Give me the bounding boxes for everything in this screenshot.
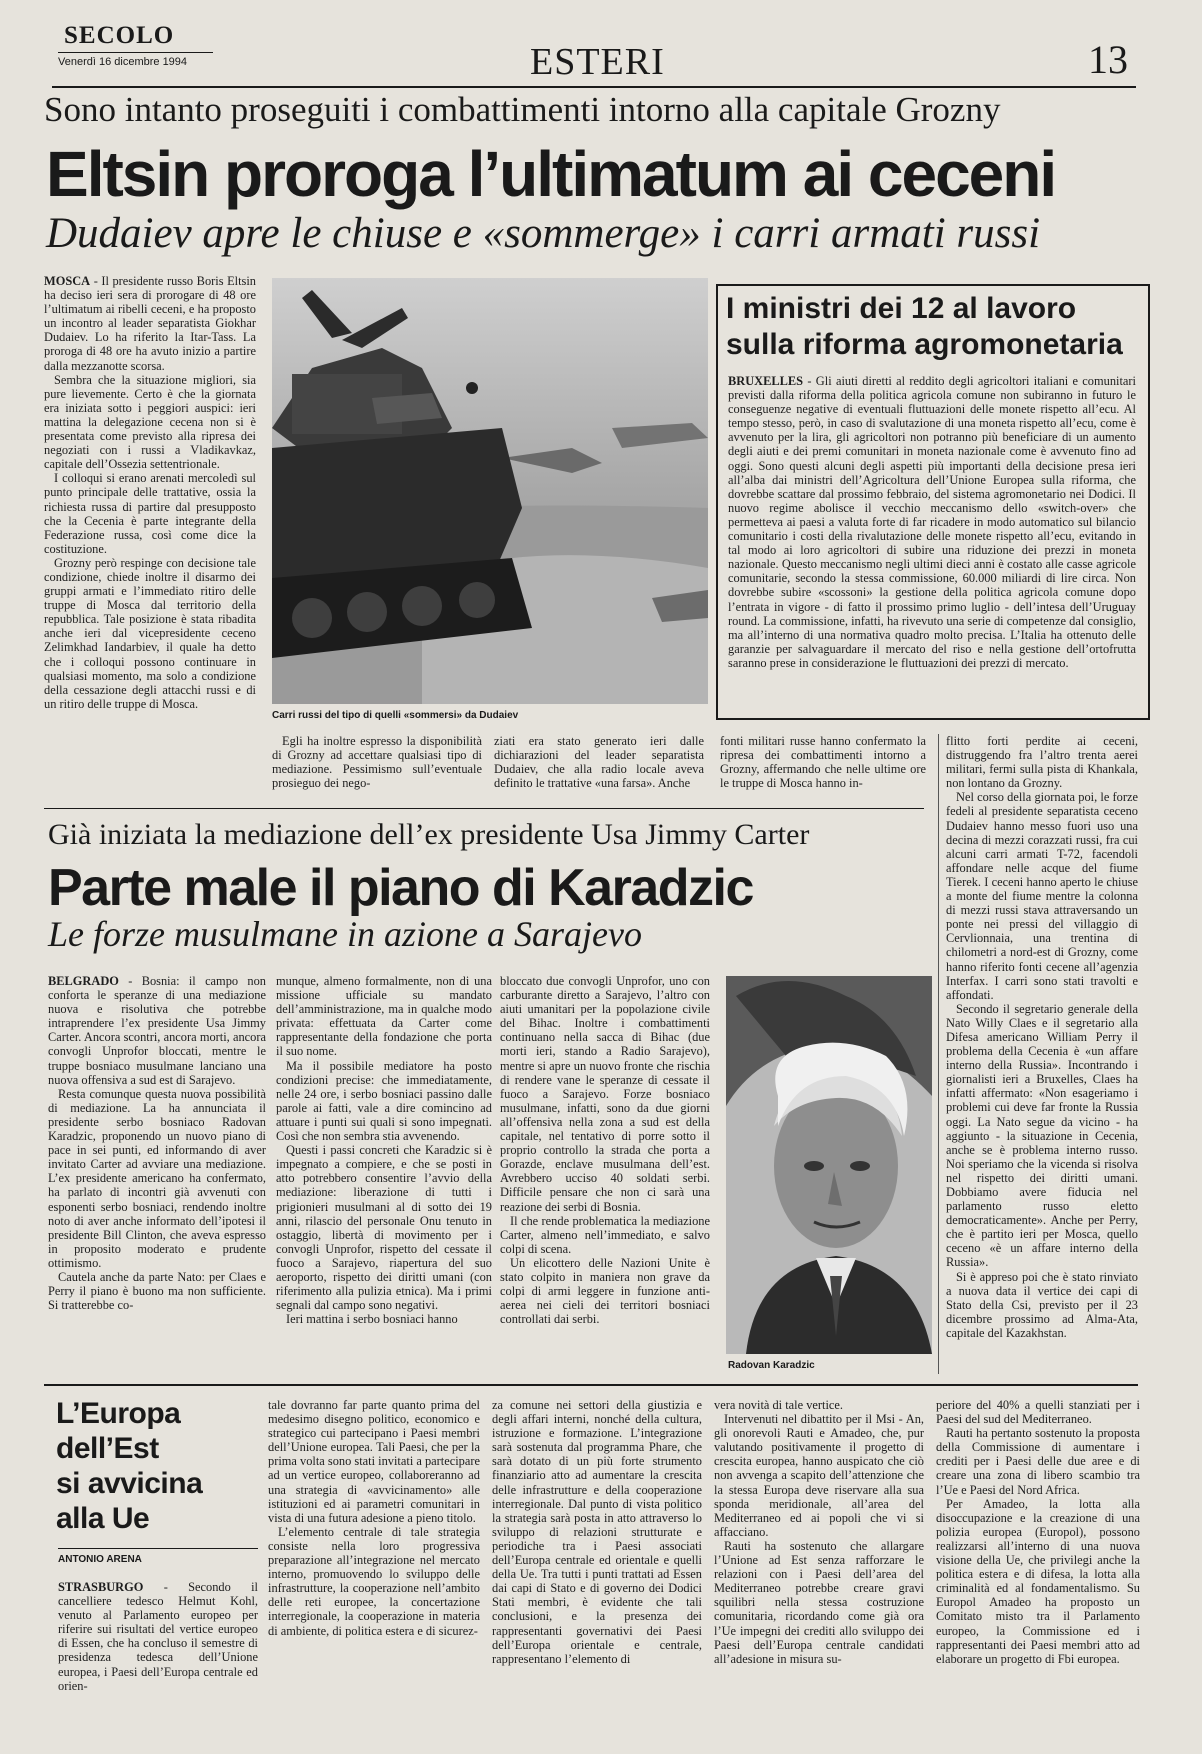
article1-deck: Dudaiev apre le chiuse e «sommerge» i carri armati russi [46, 210, 1041, 257]
article3-headline [56, 1396, 256, 1536]
article1-col4-p1: fonti militari russe hanno confermato la ripresa dei combattimenti intorno a Grozny, affermando che nelle ultime ore le truppe di Mosca hanno in- [720, 734, 926, 791]
article1-column-4 [720, 734, 926, 798]
article1-col5-p2: Nel corso della giornata poi, le forze fedeli al presidente separatista ceceno Dudaiev hanno messo fuori uso una decina di mezzi corazzati russi, fra cui alcuni carri armati T-72, facendoli affondare nelle acque del fiume Tierek. I ceceni hanno aperto le chiuse a monte del fiume mentre la colonna di mezzi russi stava attraversando un ponte nei pressi del villaggio di Cervlionnaia, una trentina di chilometri a nord-est di Grozny, come hanno riferito fonti cecene all’agenzia Interfax. I carri sono stati travolti e affondati. [946, 790, 1138, 1002]
article1-column-3 [494, 734, 704, 798]
article2-kicker: Già iniziata la mediazione dell’ex presidente Usa Jimmy Carter [48, 818, 810, 851]
article3-col5-p3: Per Amadeo, la lotta alla disoccupazione e la creazione di una polizia europea (Europol), possono realizzarsi all’interno di una nuova visione della Ue, che privilegi anche la politica estera e di difesa, la lotta alla criminalità ed al fondamentalismo. Su Europol Amadeo ha proposto un Comitato misto tra il Parlamento europeo, la Commissione ed i rappresentanti dei Paesi membri atto ad elaborare un progetto di Fbi europea. [936, 1496, 1140, 1666]
article1-headline: Eltsin proroga l’ultimatum ai ceceni [46, 138, 1056, 210]
article3-col4-p2: Intervenuti nel dibattito per il Msi - An, gli onorevoli Rauti e Amadeo, che, pur valutando positivamente il progetto di crescita europea, hanno auspicato che ciò non avvenga a scapito dell’attenzione che la stessa Europa deve riservare alla sua sponda meridionale, all’area del Mediterraneo ed ai popoli che vi si affacciano. [714, 1412, 924, 1539]
box-text-p1: - Gli aiuti diretti al reddito degli agricoltori italiani e comunitari previsti dalla riforma della politica agricola comune non subiranno in futuro le conseguenze negative di eventuali fluttuazioni delle monete rispetto all’ecu. Al tempo stesso, però, in caso di svalutazione di una moneta rispetto all’ecu, come è avvenuto per la lira, gli agricoltori non potranno più beneficiare di un aumento degli aiuti e dei premi comunitari in moneta nazionale come è avvenuto fino ad oggi. Sono questi alcuni degli aspetti più importanti della decisione presa ieri all’alba dai ministri dell’Agricoltura dell’Unione Europea sulla riforma, che dovrebbe scattare dal prossimo febbraio, del sistema agromonetario nei Dodici. Il nuovo regime abolisce il vecchio meccanismo dello «switch-over» che permetteva ai paesi a valuta forte di far ricadere in modo automatico sul bilancio comunitario i costi della rivalutazione delle monete rispetto all’ecu, evitando in tal modo ai loro agricoltori di subire una riduzione dei prezzi in moneta nazionale. Questo meccanismo negli ultimi dieci anni è costato alle casse agricole comunitarie, secondo la stessa commissione, 60.000 miliardi di lire circa. Non dovrebbe subire «scossoni» la gestione della politica agricola comune dopo l’entrata in vigore - di fatto il prossimo primo luglio - dell’intesa dell’Uruguay round. La commissione, infatti, ha rivevuto una serie di competenze dal consiglio, ma all’interno di una normativa quadro molto precisa. L’Italia ha ottenuto delle garanzie per salvaguardare il mercato del riso e nella gestione dell’ortofrutta saranno prese in considerazione le fluttuazioni dei prezzi di mercato. [728, 374, 1136, 670]
article-divider-1 [44, 808, 924, 809]
article2-deck: Le forze musulmane in azione a Sarajevo [48, 914, 642, 954]
tank-image [272, 278, 708, 704]
article3-col3-p1: za comune nei settori della giustizia e degli affari interni, nonché della cultura, istruzione e formazione. L’integrazione sarà sostenuta dal programma Phare, che sarà dotato di un più forte strumento finanziario atto ad aumentare la crescita delle infrastrutture e della cooperazione interregionale. Dal punto di vista politico la strategia sarà posta in atto attraverso lo sviluppo di relazioni strutturate e periodiche tra i Paesi associati dell’Europa centrale ed orientale e quelli della Ue. Tra tutti i punti trattati ad Essen dai capi di Stato e di governo dei Dodici Stati membri, è evidente che tali conclusioni, e la presenza dei rappresentanti governativi dei Paesi dell’Europa orientale e centrale, rappresentano l’elemento di [492, 1398, 702, 1666]
article1-col3-p1: ziati era stato generato ieri dalle dichiarazioni del leader separatista Dudaiev, che alla radio locale aveva definito le trattative «una farsa». Anche [494, 734, 704, 791]
article3-headline-line-3: si avvicina [56, 1467, 203, 1500]
article2-dateline: BELGRADO [48, 974, 119, 988]
article1-dateline: MOSCA [44, 274, 91, 288]
column-divider [938, 734, 939, 1374]
tank-photo-caption: Carri russi del tipo di quelli «sommersi» da Dudaiev [272, 710, 519, 721]
article3-col4-p1: vera novità di tale vertice. [714, 1398, 844, 1412]
article3-column-5 [936, 1398, 1140, 1736]
article1-col1-p2: Sembra che la situazione migliori, sia pure lievemente. Certo è che la giornata era iniziata sotto i peggiori auspici: ieri mattina la delegazione cecena non si è presentata come previsto alla ripresa dei negoziati con i russi a Vladikavkaz, capitale dell’Ossezia settentrionale. [44, 372, 256, 472]
header-rule [52, 86, 1136, 88]
article1-col1-p1: - Il presidente russo Boris Eltsin ha deciso ieri sera di prorogare di 48 ore l’ultimatum ai ribelli ceceni, e ha proposto un incontro al leader separatista Giokhar Dudaiev. Lo ha riferito la Itar-Tass. La proroga di 48 ore ha avuto inizio a partire dalla mezzanotte scorsa. [44, 274, 256, 373]
article3-col5-p2: Rauti ha pertanto sostenuto la proposta della Commissione di aumentare i crediti per i Paesi delle due aree e di creare una zona di libero scambio tra l’Ue e Paesi del Nord Africa. [936, 1426, 1140, 1497]
article1-column-1 [44, 274, 256, 798]
newspaper-logo: SECOLO [64, 22, 175, 49]
article2-col1-p2: Resta comunque questa nuova possibilità di mediazione. La ha annunciata il presidente serbo bosniaco Radovan Karadzic, proponendo un nuovo piano di pace in sei punti, ed informando di aver invitato Carter ad avviare una mediazione. L’ex presidente americano ha confermato, ha parlato di incontri già avvenuti con esponenti serbo bosniaci, rendendo inoltre noto di aver anche informato dell’ipotesi il presidente Bill Clinton, che aveva espresso in proposito moderato e prudente ottimismo. [48, 1086, 266, 1270]
article3-col4-p3: Rauti ha sostenuto che allargare l’Unione ad Est senza rafforzare le relazioni con i Paesi dell’area del Mediterraneo potrebbe creare gravi squilibri nella stessa costruzione comunitaria, ricordando come già ora l’Ue impegni dei crediti allo sviluppo dei Paesi dell’Europa centrale candidati all’adesione in misura su- [714, 1538, 924, 1666]
article1-kicker: Sono intanto proseguiti i combattimenti intorno alla capitale Grozny [44, 90, 1001, 129]
article1-col2-p1: Egli ha inoltre espresso la disponibilità di Grozny ad accettare qualsiasi tipo di mediazione. Pessimismo sull’eventuale prosieguo dei nego- [272, 734, 482, 791]
article3-col2-p1: tale dovranno far parte quanto prima del medesimo disegno politico, economico e strategico cui partecipano i Paesi membri dell’Unione europea. Tali Paesi, che per la prima volta sono stati invitati a partecipare ad un vertice europeo, collaboreranno ad una strategia di «avvicinamento» alle istituzioni ed ai parametri comunitari in vista di una futura adesione a pieno titolo. [268, 1398, 480, 1525]
article2-column-1 [48, 974, 266, 1376]
article3-headline-line-1: L’Europa [56, 1397, 181, 1430]
article3-column-4 [714, 1398, 924, 1736]
article2-col2-p3: Questi i passi concreti che Karadzic si è impegnato a compiere, e che se posti in atto potrebbero consentire l’avvio della mediazione: liberazione di tutti i prigionieri musulmani al di sotto dei 19 anni, rilascio del personale Onu tenuto in ostaggio, libertà di movimento per i convogli Unprofor, rispetto del cessate il fuoco a Sarajevo, riapertura del suo aeroporto, rispetto dei diritti umani (con riferimento alla pulizia etnica). Ma i primi segnali dal campo sono negativi. [276, 1143, 492, 1313]
agromonetary-box [716, 284, 1150, 720]
karadzic-image [726, 976, 932, 1354]
karadzic-photo [726, 976, 932, 1354]
article2-col1-p1: - Bosnia: il campo non conforta le speranze di una mediazione nuova e risolutiva che potrebbe intraprendere l’ex presidente Usa Jimmy Carter. Ancora scontri, ancora morti, ancora convogli Unprofor bloccati, mentre le truppe bosniaco musulmane lanciano una nuova offensiva a sud est di Sarajevo. [48, 974, 266, 1087]
article2-col2-p1: munque, almeno formalmente, non di una missione ufficiale su mandato dell’amministrazione, ma in qualche modo privata: effettuata da Carter come rappresentante della fondazione che porta il suo nome. [276, 974, 492, 1059]
article1-col5-p1: flitto forti perdite ai ceceni, distruggendo fra l’altro trenta aerei militari, fermi sulla pista di Khankala, non lontano da Grozny. [946, 734, 1138, 791]
article2-headline: Parte male il piano di Karadzic [48, 859, 753, 917]
box-title-line-1: I ministri dei 12 al lavoro [726, 292, 1077, 325]
box-title-line-2: sulla riforma agromonetaria [726, 328, 1123, 361]
article1-col1-p4: Grozny però respinge con decisione tale condizione, chiede inoltre il disarmo dei gruppi armati e l’immediato ritiro delle truppe di Mosca dal territorio della repubblica. Tale posizione è stata ribadita anche ieri dal vicepresidente ceceno Zelimkhad Iandarbiev, il quale ha detto che i colloqui possono continuare in qualsiasi momento, ma solo a condizione della cessazione degli attacchi russi e di un ritiro delle truppe di Mosca. [44, 555, 256, 711]
article3-col1-p1: - Secondo il cancelliere tedesco Helmut Kohl, venuto al Parlamento europeo per riferire sui risultati del vertice europeo di Essen, che ha concluso il semestre di presidenza tedesca dell’Unione europea, i Paesi dell’Europa centrale ed orien- [58, 1580, 258, 1693]
tank-photo [272, 278, 708, 704]
article2-column-2 [276, 974, 492, 1376]
byline-rule [58, 1548, 258, 1549]
article3-column-3 [492, 1398, 702, 1736]
article1-column-5 [946, 734, 1138, 1376]
page-number: 13 [1088, 37, 1128, 82]
article3-column-2 [268, 1398, 480, 1736]
article2-col2-p2: Ma il possibile mediatore ha posto condizioni precise: che immediatamente, nelle 24 ore, i serbo bosniaci passino dalle parole ai fatti, vale a dire comincino ad attuare i punti sui quali si sono impegnati. Così che non sembra stia avvenendo. [276, 1058, 492, 1144]
article3-byline: ANTONIO ARENA [58, 1554, 142, 1565]
article3-headline-line-2: dell’Est [56, 1432, 159, 1465]
article2-col3-p3: Un elicottero delle Nazioni Unite è stato colpito in maniera non grave da colpi di armi leggere in funzione anti-aerea nei cieli dei territori bosniaci controllati dai serbi. [500, 1255, 710, 1327]
article2-col3-p2: Il che rende problematica la mediazione Carter, almeno nell’immediato, e salvo colpi di scena. [500, 1213, 710, 1256]
issue-date: Venerdì 16 dicembre 1994 [58, 56, 188, 68]
article3-dateline: STRASBURGO [58, 1580, 144, 1594]
article2-col1-p3: Cautela anche da parte Nato: per Claes e Perry il piano è buono ma non sufficiente. Si tratterebbe co- [48, 1269, 266, 1313]
article3-col2-p2: L’elemento centrale di tale strategia consiste nella loro progressiva preparazione all’integrazione nel mercato interno, promuovendo lo sviluppo delle infrastrutture, la cooperazione nell’ambito delle reti europee, la concertazione interregionale, la cooperazione in materia di ambiente, di politica estera e di sicurez- [268, 1524, 480, 1638]
box-dateline: BRUXELLES [728, 374, 804, 388]
article3-headline-line-4: alla Ue [56, 1502, 150, 1535]
article2-col3-p1: bloccato due convogli Unprofor, uno con carburante diretto a Sarajevo, l’altro con aiuti umanitari per la popolazione civile del Bihac. Inoltre i combattimenti continuano nella sacca di Bihac (due morti ieri, stando a Radio Sarajevo), mentre si apre un nuovo fronte che rischia di rendere vane le speranze di cessate il fuoco a Sarajevo. Forze bosniaco musulmane, infatti, sono da due giorni all’offensiva nella zona a sud est della capitale, nel tentativo di porre sotto il proprio controllo la strada che porta a Gorazde, enclave musulmana dell’est. Avrebbero ucciso 40 soldati serbi. Difficile pensare che non ci sarà una reazione dei serbi di Bosnia. [500, 974, 710, 1214]
article3-col5-p1: periore del 40% a quelli stanziati per i Paesi del sud del Mediterraneo. [936, 1398, 1140, 1427]
article1-col1-p3: I colloqui si erano arenati mercoledì sul punto principale delle trattative, ossia la richiesta russa di partire dal presupposto che la Cecenia è parte integrante della Federazione russa, così come dice la costituzione. [44, 471, 256, 556]
article1-column-2 [272, 734, 482, 798]
box-text [728, 374, 1136, 710]
article1-col5-p3: Secondo il segretario generale della Nato Willy Claes e il segretario alla Difesa americano William Perry il problema della Cecenia è «un affare interno della Russia». Incontrando i giornalisti ieri a Bruxelles, Claes ha infatti affermato: «Non esageriamo i problemi cui deve far fronte la Russia oggi. La Nato segue da vicino - ha aggiunto - la situazione in Cecenia, anche se è problema interno russo. Noi speriamo che la vicenda si risolva nel rispetto dei diritti umani. Dobbiamo avere fiducia nel parlamento russo eletto democraticamente». Anche per Perry, che è partito ieri per Mosca, quello ceceno «è un affare interno della Russia». [946, 1001, 1138, 1270]
article2-col2-p4: Ieri mattina i serbo bosniaci hanno [286, 1312, 458, 1327]
article-divider-2 [44, 1384, 1138, 1386]
article1-col5-p4: Si è appreso poi che è stato rinviato a nuova data il vertice dei capi di Stato della Csi, previsto per il 23 dicembre prossimo ad Alma-Ata, capitale del Kazakhstan. [946, 1269, 1138, 1340]
logo-underline [58, 52, 213, 53]
article3-column-1 [58, 1580, 258, 1736]
article2-column-3 [500, 974, 710, 1376]
karadzic-photo-caption: Radovan Karadzic [728, 1360, 815, 1371]
section-title: ESTERI [530, 41, 665, 83]
